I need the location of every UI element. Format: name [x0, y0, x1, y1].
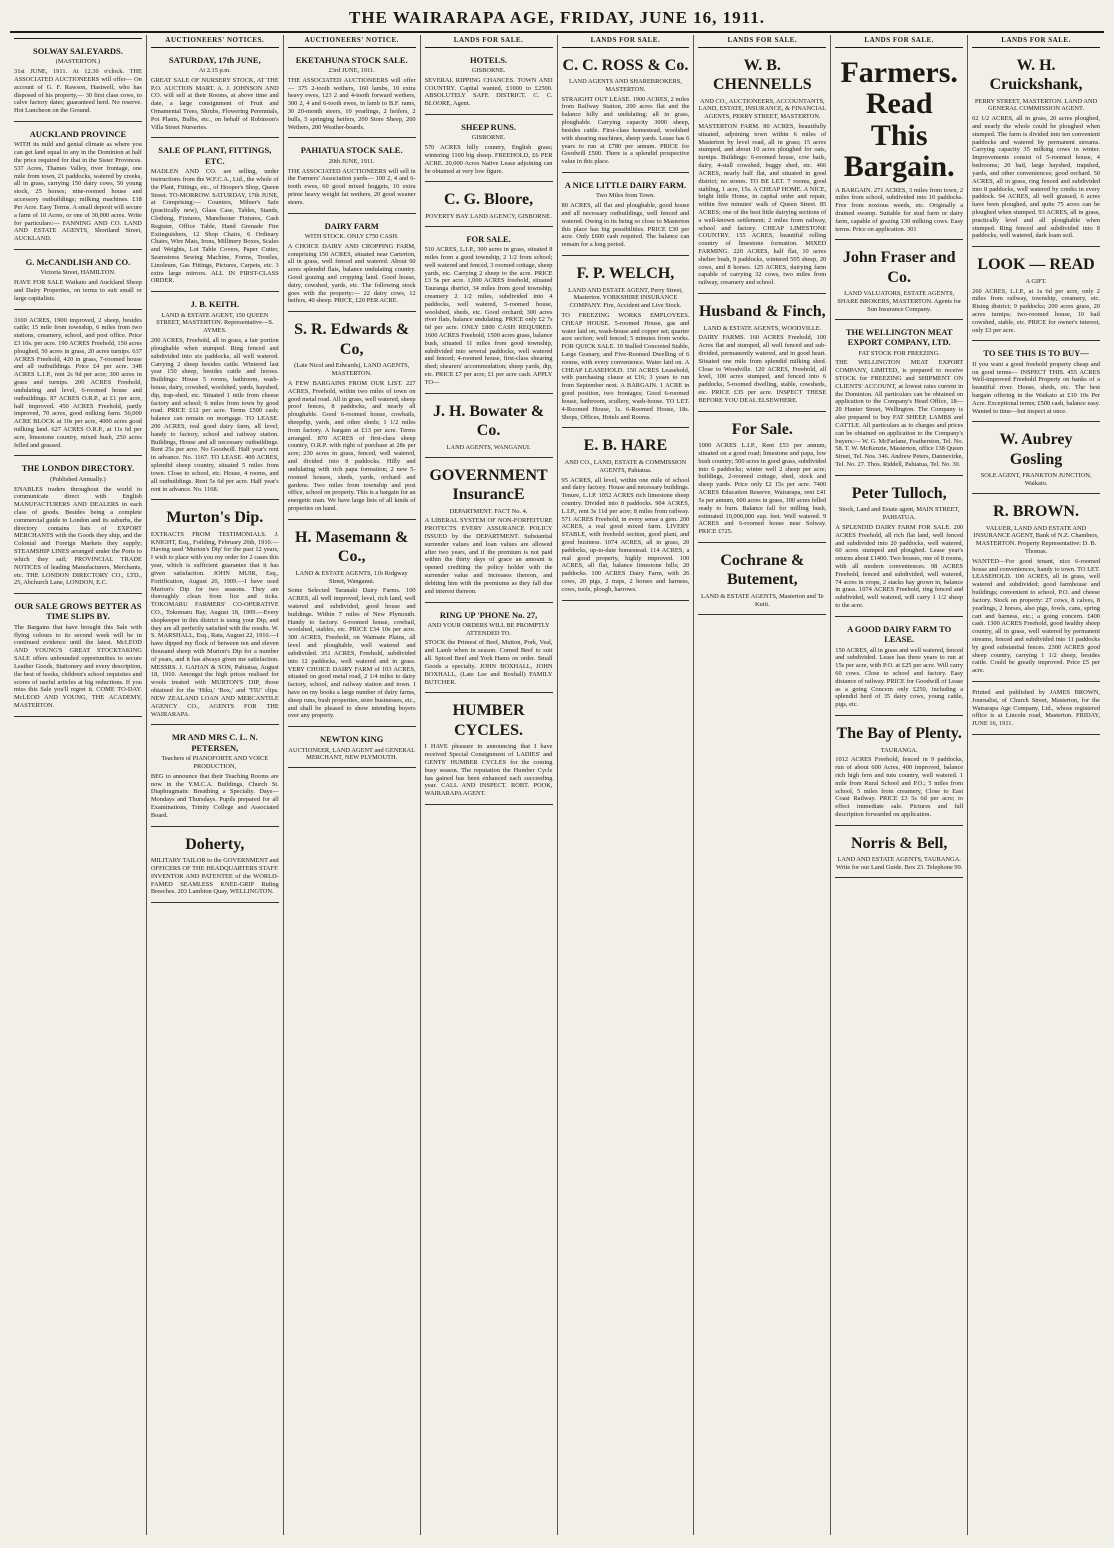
column-heading: LANDS FOR SALE. [835, 35, 963, 48]
advertisement [14, 125, 142, 250]
ad-title: W. B. CHENNELLS [712, 56, 812, 94]
ad-title: Norris & Bell, [850, 834, 948, 852]
ad-body: THE ASSOCIATED AUCTIONEERS will sell in the Farmers' Association yards— 100 2, 4 and 6-tooth ewes, 60 good mixed hoggets, 10 extra prime heavy weight fat wethers, 20 good weaner steers. [287, 167, 416, 206]
ad-title: C. G. Bloore, [444, 191, 534, 209]
ad-title: MR AND MRS C. L. N. PETERSEN, [171, 732, 258, 753]
ad-title: LOOK — READ [977, 256, 1095, 274]
advertisement [14, 313, 142, 457]
advertisement [425, 185, 553, 226]
column-heading: LANDS FOR SALE. [562, 35, 690, 48]
advertisement [698, 297, 826, 412]
advertisement [288, 315, 416, 519]
ad-title: AUCKLAND PROVINCE [29, 129, 127, 140]
column-heading: LANDS FOR SALE. [972, 35, 1100, 48]
ad-title: DAIRY FARM [324, 220, 379, 231]
column-4 [421, 35, 558, 1535]
ad-subtitle: LAND AND ESTATE AGENTS, TAURANGA. Write for our Land Guide. Box 23. Telephone 99. [835, 856, 963, 872]
advertisement [14, 253, 142, 310]
ad-title: W. H. Cruickshank, [989, 56, 1083, 94]
ad-subtitle: At 2.15 p.m. [198, 66, 231, 74]
ad-subtitle: LAND & ESTATE AGENTS, WOODVILLE. [703, 324, 822, 332]
advertisement [151, 51, 279, 139]
ad-title: H. Masemann & Co., [295, 528, 409, 566]
column-3 [284, 35, 421, 1535]
ad-body: MASTERTON FARM. 80 ACRES, beautifully situated, adjoining town within 6 miles of Masterton by level road, all in grass; 15 acres stumped, and about 10 acres ploughed for oats, turnips. Buildings: 6-roomed house, cow bails, dairy, 4-stall cowshed, buggy shed, etc. 466 ACRES, nearly half flat, and situated in good district; no stones. TO BE LET. 7 rooms, good stabling, 1 acre, 15s. A CHEAP HOME. A NICE, bright little Home, in capital order and repair, within five minutes' walk of Queen Street. 85 ACRES; one of the best little dairying sections of a well-known settlement; 2 miles from railway, school and factory. CHEAP LIMESTONE COUNTRY. 155 ACRES, beautiful rolling country of limestone formation. MIXED FARMING. 220 ACRES, half flat, 10 acres shelter bush, 9 paddocks, wintered 505 sheep, 20 cows, and 8 horses. 125 ACRES, dairying farm capable of carrying 32 cows, two miles from railway, creamery and school. [698, 123, 827, 287]
advertisement [425, 696, 553, 805]
column-heading [14, 35, 142, 39]
ad-subtitle: LAND AGENTS, WANGANUI. [446, 443, 531, 451]
ad-title: C. C. ROSS & Co. [562, 56, 689, 74]
ad-title: RING UP 'PHONE No. 27, [439, 609, 538, 620]
ad-body: 3100 ACRES, 1900 improved, 2 sheep, besides cattle; 15 mile from township, 6 miles from two stations, creamery, school, and post office. Price £3 10s. per acre. 190 ACRES Freehold, 150 acres ploughed, 50 acres in grass, 20 acres turnips. 637 ACRES Freehold, 420 in grass, 7-roomed house and all outbuildings. Price £4 per acre. 348 ACRES L.I.P., rent 2s 9d per acre; 300 acres in grass and turnips. 200 ACRES Freehold, undulating and level, 6-roomed house and outbuildings. 87 ACRES O.R.P., at £1 per acre, half improved. 450 ACRES Freehold, partly improved, 70 acres, good milking farm. 56,000 ACRE BLOCK at 10s per acre, 4000 acres good milking land. 627 ACRES O.R.P., at 11s 6d per acre, limestone country, mixed bush, 250 acres felled and grassed. [14, 316, 142, 449]
ad-title: J. H. Bowater & Co. [432, 402, 545, 440]
advertisement [288, 523, 416, 727]
ad-body: 150 ACRES, all in grass and well watered, fenced and subdivided. Lease has three years to run at 15s per acre, with P.O. at £25 per acre. Will carry 60 cows. Close to school and factory. Easy distance of railway. PRICE for Goodwill of Lease as a going Concern only £250, including a splendid herd of 35 dairy cows, young cattle, pigs, etc. [835, 646, 964, 709]
column-heading: AUCTIONEERS' NOTICE. [288, 35, 416, 48]
column-1 [10, 35, 147, 1535]
advertisement [972, 344, 1100, 422]
ad-title: R. BROWN. [993, 503, 1079, 521]
ad-subtitle: LAND AGENTS AND SHAREBROKERS, MASTERTON. [568, 78, 682, 93]
ad-body: 31st JUNE, 1911. At 12.30 o'clock. THE ASSOCIATED AUCTIONEERS will offer— On account of G. F. Rawson, Hastwell, who has disposed of his property,— 30 first class cows, to calve factory dates; guaranteed herd. No reserve. Hot Luncheon on the Ground. [14, 68, 142, 115]
ad-body: 200 ACRES, Freehold, all in grass, a fair portion ploughable when stumped. Ring fenced and subdivided into six paddocks, all well watered. Carrying 2 sheep besides cattle. Wintered last year 150 sheep, besides cattle and horses. Buildings: House 5 rooms, bathroom, wash-house, dairy, cowshed, woolshed, yards, hayshed, dip, trap-shed, etc. Situated 1 mile from cheese factory and school; 6 miles from town by good road. PRICE £12 per acre. Terms £500 cash; balance can remain on mortgage. TO LEASE. 200 ACRES, real good dairy farm, all level, handy to factory, school and railway station. Buildings, House and all necessary outbuildings. Rent 25s per acre. No Goodwill. Half year's rent in advance. No. 1167. TO LEASE. 400 ACRES, splendid sheep country, situated 5 miles from town. Close to school, etc. House, 4 rooms, and all outbuildings. Rent 5s 6d per acre. Half year's rent in advance. No. 1168. [150, 337, 279, 493]
ad-title: EKETAHUNA STOCK SALE. [295, 54, 408, 65]
ad-title: Husband & Finch, [698, 303, 826, 321]
ad-body: If you want a good freehold property cheap and on good terms— INSPECT THIS. 455 ACRES Well-improved Freehold Property on banks of a beautiful river. House, sheds, etc. The best bargain offering in the Waikato at £10 10s Per Acre. Exceptional terms; £500 cash, balance easy. Wanted to time—but inspect at once. [972, 360, 1101, 415]
advertisement [425, 461, 553, 603]
advertisement [562, 51, 690, 173]
advertisement [972, 250, 1100, 341]
ad-subtitle: LAND AND ESTATE AGENT, Perry Street, Masterton. YORKSHIRE INSURANCE COMPANY. Fire, Accident and Live Stock. [568, 286, 683, 310]
ad-body: MADLEN AND CO. are selling, under instructions from the W.F.C.A., Ltd., the whole of the Plant, Fittings, etc., of Hooper's Shop, Queen Street. TO-MORROW. SATURDAY, 17th JUNE, at Comprising:— Counters, Milner's Safe (practically new), Glass Case, Tables, Stands, Clothing, Fixtures, Manchester Fixtures, Cash Register, Office Table, Hand Grenade Fire Extinguishers, 12 Shop Chairs, 6 Ordinary Chairs, Wire Mats, Irons, Millinery Boxes, Scales and Weights, Lot Table Covers, Paper Cutter, Seamstress Sewing Machine, Forms, Trestles, Linoleum, Gas Fittings, Pictures, Carpets, etc. 3 extra large mirrors. ALL IN FIRST-CLASS ORDER. [150, 168, 279, 285]
advertisement [835, 243, 963, 319]
advertisement [698, 51, 826, 295]
columns [10, 35, 1104, 1535]
ad-subtitle: SOLE AGENT, FRANKTON JUNCTION, Waikato. [980, 472, 1092, 488]
ad-title: Cochrane & Butement, [720, 551, 805, 589]
ad-title: For Sale. [731, 420, 793, 438]
ad-body: MILITARY TAILOR to the GOVERNMENT and OFFICERS OF THE HEADQUARTERS STAFF. INVENTOR AND PATENTEE of the WORLD-FAMED SEAMLESS KNEE-GRIP Riding Breeches. 203 Lambton Quay, WELLINGTON. [150, 857, 279, 896]
ad-subtitle: AND CO., AUCTIONEERS, ACCOUNTANTS, LAND, ESTATE, INSURANCE, & FINANCIAL AGENTS, PERRY STREET, MASTERTON. [698, 97, 827, 121]
advertisement [835, 323, 963, 476]
ad-title: SALE OF PLANT, FITTINGS, ETC. [158, 145, 272, 166]
ad-subtitle: FAT STOCK FOR FREEZING. [858, 349, 940, 357]
advertisement [288, 217, 416, 313]
advertisement [288, 141, 416, 213]
ad-subtitle: (Late Nicol and Edwards), LAND AGENTS, MASTERTON. [294, 362, 410, 378]
advertisement [972, 497, 1100, 682]
ad-body: DAIRY FARMS. 160 ACRES Freehold, 100 Acres flat and stumped, all well fenced and sub-divided, permanently watered, and in good heart. Situated one mile from splendid milking shed. Close to Woodville. 120 ACRES, Freehold, all level, 100 acres stumped, and fenced into 6 paddocks, 5-roomed dwelling, stable, cowsheds, etc. PRICE £35 per acre. INSPECT THESE BEFORE YOU DEAL ELSEWHERE. [698, 334, 827, 404]
ad-body: THE WELLINGTON MEAT EXPORT COMPANY, LIMITED, is prepared to receive STOCK for FREEZING and SHIPMENT ON CLIENTS' ACCOUNT, at lowest rates current in the Dominion. All particulars can be obtained on application to the Company's Head Office, 18—20 Hunter Street, Wellington. The Company is also prepared to buy FAT SHEEP, LAMBS and CATTLE. All particulars as to charges and prices can be obtained on application to the Company's buyers:— W. G. McFarlane, Featherston, Tel. No. 58. T. W. McKenzie, Masterton, office 138 Queen Street, Tel. Nos. 346. Andrew Peters, Dannevirke, Tel. No. 27. Thos. Riddell, Pahiatua, Tel. No. 30. [835, 359, 964, 468]
ad-body: SEVERAL RIPPING CHANCES. TOWN AND COUNTRY. Capital wanted, £1000 to £2500. ABSOLUTELY SAFE DISTRICT. C. C. BLOORE, Agent. [424, 76, 553, 108]
ad-title: John Fraser and Co. [842, 249, 956, 286]
ad-body: A CHOICE DAIRY AND CROPPING FARM, comprising 150 ACRES, situated near Carterton, all in grass, well fenced and watered. About 60 acres splendid flats, balance undulating country. Good grazing and cropping land. Good house, dairy, cowshed, yards, etc. The following stock goes with the property:— 22 dairy cows, 12 heifers, 40 sheep. PRICE, £20 PER ACRE. [287, 242, 416, 305]
advertisement [972, 425, 1100, 494]
ad-body: 80 ACRES, all flat and ploughable, good house and all necessary outbuildings, well fenced and watered. Owing to its being so close to Masterton this place has big possibilities. PRICE £30 per acre. Only £600 cash required. The balance can remain for a long period. [561, 202, 690, 249]
column-6 [694, 35, 831, 1535]
ad-subtitle: AND YOUR ORDERS WILL BE PROMPTLY ATTENDED TO. [427, 621, 550, 637]
advertisement [151, 503, 279, 725]
ad-body: 95 ACRES, all level, within one mile of school and dairy factory. House and necessary buildings. Tenure, L.I.P. 1052 ACRES rich limestone sheep country. Divided into 8 paddocks. 904 ACRES, L.I.P., rent 3s 11d per acre; 8 miles from railway. 571 ACRES Freehold, in every sense a gem. 200 ACRES, a real good mixed farm. LIVERY STABLE, with freehold section, good plant, and good business. 1074 ACRES, all in grass, 20 paddocks, up-to-date homestead. 114 ACRES, a real good property, highly improved. 100 ACRES, all flat, balance limestone hills; 20 paddocks. 100 ACRES Dairy Farm, with 26 cows, 20 pigs, 2 traps, 2 horses and harness, cows, tools, plough, harrows. [561, 476, 690, 593]
ad-subtitle: (MASTERTON.) [55, 58, 101, 66]
ad-body: TO FREEZING WORKS EMPLOYEES. CHEAP HOUSE. 5-roomed House, gas and water laid on, wash-house and copper set; quarter acre section; well fenced; 5 minutes from works. FOR QUICK SALE. 10 Stalled Concreted Stable, Large Granary, and Five-Roomed Dwelling of 6 rooms, with every convenience. Water laid on. A CHEAP LEASEHOLD. 150 ACRES Leasehold, with purchasing clause at £16; 3 years to run from September next. A BARGAIN. 1 ACRE in good position, two frontages; Good 6-roomed house, bathroom, scullery, wash-house. TO LET. 4-Roomed House, 1s. 6-Roomed House, 18s. Shops, Offices, Hotels and Rooms. [561, 311, 690, 421]
advertisement [425, 397, 553, 458]
column-7 [831, 35, 968, 1535]
ad-title: E. B. HARE [583, 437, 668, 455]
ad-body: 1012 ACRES Freehold, fenced in 9 paddocks, run of about 600 Acres, 400 improved, balance rich high fern and tutu country, well watered. 1 mile from Rural School and P.O.; 5 miles from school, 5 miles from creamery, Close to East Coast Railway. PRICE £3 5s 6d per acre; to effect immediate sale. Pictures and full description forwarded on application. [835, 756, 964, 819]
ad-subtitle: DEPARTMENT. FACT No. 4. [449, 507, 528, 515]
advertisement [151, 830, 279, 904]
ad-subtitle: Two Miles from Town. [595, 192, 655, 200]
ad-body: WITH its mild and genial climate as where you can get land equal to any in the Dominion at half the price required for that in the Sister Provinces. 537 Acres, Thames Valley, river frontage, one mile from town, 21 paddocks, watered by creeks, all in grass, carrying 150 dairy cows, 50 young stock, 25 horses; nine-roomed house and accessory outbuildings; milking machines. £18 Per Acre. Easy Terms. A small deposit will secure a farm of 10 Acres, or one of 30,000 acres. Write for particulars:— FANNING AND CO. LAND AND ESTATE AGENTS, Shortland Street, AUCKLAND. [14, 141, 142, 243]
advertisement [151, 728, 279, 826]
advertisement [288, 51, 416, 139]
ad-body: ENABLES traders throughout the world to communicate direct with English MANUFACTURERS AND DEALERS in each class of goods. Besides being a complete commercial guide to London and its suburbs, the directory contains lists of EXPORT MERCHANTS with the Goods they ship, and the Colonial and Foreign Markets they supply; STEAMSHIP LINES arranged under the Ports to which they sail; PROVINCIAL TRADE NOTICES of leading Manufacturers, Merchants, etc. THE LONDON DIRECTORY CO., LTD., 25, Abchurch Lane, LONDON, E.C. [14, 485, 142, 587]
ad-title: THE WELLINGTON MEAT EXPORT COMPANY, LTD. [845, 326, 953, 348]
ad-subtitle: LAND & ESTATE AGENT, 150 QUEEN STREET, MASTERTON. Representative—S. AYMES. [156, 311, 274, 335]
ad-subtitle: GISBORNE. [471, 66, 506, 74]
ad-body: GREAT SALE OF NURSERY STOCK, AT THE P.O. AUCTION MART. A. J. JOHNSON AND CO. will sell at their Rooms, at above time and date, a large consignment of Fruit and Ornamental Trees, Shrubs, Flowering Perennials, Pot Plants, Bulbs, etc., on behalf of Robinson's Villa Street Nurseries. [150, 76, 279, 131]
ad-body: I HAVE pleasure in announcing that I have received Special Consignment of LADIES' and GENTS' HUMBER CYCLES for the coming busy season. The reputation the Humber Cycle has gained has been enhanced each succeeding year. CALL AND INSPECT. ROBT. POOK, WAIRARAPA AGENT. [424, 743, 553, 798]
ad-title: A NICE LITTLE DAIRY FARM. [564, 179, 687, 190]
ad-title: W. Aubrey Gosling [999, 431, 1073, 468]
ad-body: THE ASSOCIATED AUCTIONEERS will offer— 375 2-tooth wethers, 160 lambs, 10 extra heavy ewes, 123 2 and 4-tooth forward wethers, 300 2, 4 and 6-tooth ewes, in lamb to B.F. rams, 30 20-month steers, 10 yearlings, 2 heifers, 2 bulls, 5 springing heifers, 200 Store Sheep, 200 Wethers, 200 Weather-boards. [287, 76, 416, 131]
ad-title: HUMBER CYCLES. [452, 702, 525, 739]
ad-subtitle: PERRY STREET, MASTERTON. LAND AND GENERAL COMMISSION AGENT. [974, 97, 1098, 113]
ad-body: 570 ACRES hilly country, English grass; wintering 1100 big sheep. FREEHOLD, £6 PER ACRE. 20,000 Acres Native Lease adjoining can be obtained at very low figure. [424, 144, 553, 175]
ad-title: GOVERNMENT InsurancE [429, 466, 548, 504]
advertisement [835, 51, 963, 241]
advertisement [835, 479, 963, 617]
column-5 [558, 35, 695, 1535]
ad-title: SOLWAY SALEYARDS. [32, 46, 123, 56]
ad-title: A GOOD DAIRY FARM TO LEASE. [847, 623, 952, 645]
advertisement [562, 259, 690, 428]
ad-title: S. R. Edwards & Co, [294, 321, 410, 358]
ad-subtitle: AND CO., LAND, ESTATE & COMMISSION AGENTS, Pahiatua. [564, 458, 687, 474]
ad-title: Peter Tulloch, [851, 484, 947, 502]
advertisement [151, 295, 279, 500]
ad-title: Farmers. Read This Bargain. [840, 55, 958, 184]
advertisement [425, 51, 553, 115]
advertisement [288, 730, 416, 768]
advertisement [835, 829, 963, 878]
ad-title: NEWTON KING [320, 734, 384, 745]
column-heading: LANDS FOR SALE. [425, 35, 553, 48]
ad-body: 1000 ACRES L.I.P., Rent £53 per annum, situated on a good road; limestone and papa, low bush country; 500 acres in good grass, subdivided into 6 paddocks; winter well 2 sheep per acre; buildings, 2-roomed cottage, shed, stock and sheep yards. Price only £2 15s per acre. 7400 ACRES Education Reserve, Wairarapa, rent £41 5s per annum, 600 acres in grass, 100 acres felled ready to burn. Balance fall for milling bush, estimated 10,000,000 sup. feet. Well watered. 9 ACRES and 6-roomed house near Solway. PRICE £725. [698, 442, 827, 536]
ad-body: 62 1/2 ACRES, all in grass, 20 acres ploughed, and nearly the whole could be ploughed when stumped. The farm is divided into ten convenient paddocks and watered by permanent streams. Carrying capacity 35 milking cows in winter. Improvements consist of 5-roomed house, 4 bedrooms; 20 bail, large hayshed, trapshed, yards, and other conveniences; good orchard. 50 ACRES, all in grass, ring fenced and subdivided into 8 paddocks, well watered by creeks in every paddock. 94 ACRES, all well grassed, 6 acres have been ploughed, and quite 75 acres can be ploughed when stumped. 93 ACRES, all in grass, practically level and all ploughable when stumped. Ring fenced and subdivided into 8 paddocks, well watered, dark loam soil. [972, 115, 1100, 240]
ad-subtitle: TAURANGA. [880, 746, 918, 754]
ad-subtitle: GISBORNE. [471, 134, 506, 142]
ad-title: The Bay of Plenty. [836, 725, 962, 743]
ad-title: FOR SALE. [466, 233, 511, 244]
ad-title: Murton's Dip. [166, 509, 264, 527]
ad-subtitle: VALUER, LAND AND ESTATE AND INSURANCE AGENT, Bank of N.Z. Chambers, MASTERTON. Property Representative: D. B. Thomas. [973, 524, 1099, 556]
ad-subtitle: AUCTIONEER, LAND AGENT and GENERAL MERCHANT, NEW PLYMOUTH. [288, 746, 416, 762]
ad-title: SHEEP RUNS. [461, 121, 516, 132]
ad-body: 510 ACRES, L.I.P., 300 acres in grass, situated 8 miles from a good township, 2 1/2 from school; well watered and fenced, 3 roomed cottage, sheep yards, etc. Carrying 2 sheep to the acre. PRICE £3 5s per acre. 1,000 ACRES freehold, situated Tauranga district, 34 miles from good township, creamery 2 1/2 miles, subdivided into 4 paddocks, well watered, 5-roomed house, woolshed, sheds, etc. Good orchard; 300 acres river flats, balance undulating. PRICE only £2 7s 6d per acre. ONLY £800 CASH REQUIRED. 1600 ACRES Freehold, 1500 acres grass, balance bush, situated 11 miles from good township, subdivided into several paddocks, well watered and fenced; 4-roomed house, first-class shearing shed; shearers' accommodation; sheep yards, dip, etc. PRICE £7 per acre; £1 per acre cash. APPLY TO— [424, 246, 553, 386]
advertisement [698, 546, 826, 615]
ad-title: G. McCANDLISH AND CO. [25, 256, 131, 267]
ad-body: A FEW BARGAINS FROM OUR LIST. 227 ACRES, Freehold, within two miles of town on good metal road. All in grass, well watered, sheep proof fences, 8 paddocks, and nearly all ploughable. Good 6-roomed house, cowbails, sheepdip, yards, and other sheds; 1 1/2 miles from factory. A bargain at £13 per acre. Terms arranged. 870 ACRES of first-class sheep country, O.R.P. with right of purchase at 28s per acre; 230 acres in grass, fenced, well watered, and divided into 8 paddocks. Hilly and undulating with rich papa formation; 2 new 5-roomed houses, sheds, yards, orchard and gardens. Two miles from township and post office, school on property. This is a bargain for an energetic man. We have large lists of all kinds of properties on hand. [287, 379, 416, 512]
ad-body: WANTED—For good tenant, nice 6-roomed house and conveniences, handy to town. TO LET. LEASEHOLD. 100 ACRES, all in grass, well watered and subdivided; good farmhouse and buildings; convenient to school, P.O. and cheese factory. Stock on property: 27 cows, 8 calves, 8 yearlings, 2 horses, also pigs, fowls, cans, spring cart and harness, etc.; a going concern. £400 cash. 1300 ACRES Freehold, good healthy sheep country, all in grass, well watered by permanent streams, fenced and subdivided into 11 paddocks by good substantial fences. 2300 ACRES good sheep country, carrying 1 1/2 sheep, besides cattle. Could be greatly improved. Price £5 per acre. [972, 557, 1100, 675]
column-8 [968, 35, 1104, 1535]
ad-subtitle: LAND & ESTATE AGENTS, 11b Ridgway Street, Wanganui. [295, 569, 408, 585]
ad-body: A BARGAIN. 271 ACRES, 3 miles from town, 2 miles from school, subdivided into 10 paddocks. Free from noxious weeds, etc. Originally a drained swamp. Suitable for stud farm or dairy farm, capable of grazing 130 milking cows. Easy terms. Price on application. 301 [835, 186, 964, 233]
ad-title: SATURDAY, 17th JUNE, [168, 54, 261, 65]
advertisement [698, 415, 826, 543]
ad-subtitle: POVERTY BAY LAND AGENCY, GISBORNE. [425, 212, 552, 220]
ad-body: 260 ACRES, L.I.P., at 1s 6d per acre, only 2 miles from railway, township, creamery, etc. Rising district; 9 paddocks; 200 acres grass, 20 acres turnips; two-roomed house, 10 bail cowshed, stable, etc. PRICE for owner's interest, only £3 per acre. [972, 287, 1100, 334]
advertisement [835, 620, 963, 716]
ad-title: HOTELS. [470, 54, 508, 65]
advertisement [425, 606, 553, 694]
column-2 [147, 35, 284, 1535]
ad-subtitle: A GIFT. [1025, 277, 1047, 285]
ad-body: Printed and published by JAMES BROWN, Journalist, of Church Street, Masterton, for the Wairarapa Age Company, Ltd., whose registered office is at Lincoln road, Masterton. FRIDAY, JUNE 16, 1911. [972, 689, 1100, 728]
advertisement [562, 431, 690, 600]
ad-title: THE LONDON DIRECTORY. [21, 463, 135, 474]
ad-subtitle: Stock, Land and Estate agent, MAIN STREET, PAHIATUA. [838, 506, 960, 522]
column-heading: LANDS FOR SALE. [698, 35, 826, 48]
column-heading: AUCTIONEERS' NOTICES. [151, 35, 279, 48]
ad-subtitle: LAND & ESTATE AGENTS, Masterton and Te Kuiti. [700, 593, 824, 608]
advertisement [972, 685, 1100, 735]
advertisement [425, 230, 553, 394]
ad-subtitle: WITH STOCK. ONLY £750 CASH. [304, 232, 399, 240]
ad-subtitle: LAND VALUATORS, ESTATE AGENTS, SHARE BROKERS, MASTERTON. Agents for Sun Insurance Company. [837, 290, 962, 314]
advertisement [425, 118, 553, 182]
advertisement [14, 42, 142, 122]
ad-subtitle: 23rd JUNE, 1911. [328, 66, 375, 74]
masthead: THE WAIRARAPA AGE, FRIDAY, JUNE 16, 1911. [10, 8, 1104, 33]
ad-title: J. B. KEITH. [190, 299, 240, 310]
ad-body: A LIBERAL SYSTEM OF NON-FORFEITURE PROTECTS EVERY ASSURANCE POLICY ISSUED by the DEPARTMENT. Substantial surrender values and loan values are allowed after two years, and if the premium is not paid within the thirty days of grace an amount is opened crediting the policy holder with the surrender value and increases thereon, and debiting him with the premiums as they fall due and interest thereon. [424, 517, 553, 595]
ad-title: TO SEE THIS IS TO BUY— [983, 348, 1089, 359]
ad-body: A SPLENDID DAIRY FARM FOR SALE. 200 ACRES Freehold, all rich flat land, well fenced and subdivided into 20 paddocks, well watered, 60 acres stumped and ploughed. Lease year's returns about £1400. Two houses, one of 8 rooms, with all modern conveniences. 98 ACRES Freehold, fenced and subdivided, well watered, 74 acres in crops, 2 stacks hay grown in, balance in grass. 1074 ACRES Freehold, ring fenced and subdivided, well watered, will carry 1 1/2 sheep to the acre. [835, 523, 964, 610]
ad-subtitle: Teachers of PIANOFORTE AND VOICE PRODUCTION, [161, 755, 269, 770]
ad-body: HAVE FOR SALE Waikato and Auckland Sheep and Dairy Properties, on terms to suit small or large capitalists. [14, 279, 142, 302]
advertisement [835, 719, 963, 826]
advertisement [151, 141, 279, 292]
ad-body: STOCK the Primest of Beef, Mutton, Pork, Veal, and Lamb when in season. Corned Beef to suit all. Spiced Beef and York Hams on order. Small Goods a specialty. JOHN BOXHALL, JOHN BOXHALL, (Late Lee and Boxhall) FAMILY BUTCHER. [424, 639, 553, 686]
ad-body: BEG to announce that their Teaching Rooms are now in the Y.M.C.A. Buildings, Church St. Diaphragmatic Breathing a Specialty. Days—Mondays and Thursdays. Pupils prepared for all Examinations, Trinity College and Associated Board. [150, 772, 279, 819]
advertisement [14, 459, 142, 594]
ad-body: Some Selected Taranaki Dairy Farms. 100 ACRES, all well improved, level, rich land, well watered and subdivided, good house and buildings. Within 7 miles of New Plymouth. Handy to factory. 6-roomed house, cowbail, woolshed, stables, etc. PRICE £34 10s per acre. 300 ACRES, Freehold, on Waimate Plains, all level and ploughable, well watered and subdivided. 351 ACRES, Freehold, subdivided into 12 paddocks, well watered and in grass. VERY CHOICE DAIRY FARM of 103 ACRES, situated on good metal road, 2 1/4 miles to dairy factory, school, and railway station and town. I have on my books a large number of dairy farms, sheep runs, bush properties, store businesses, etc., and shall be pleased to show intending buyers over any property. [287, 587, 416, 720]
advertisement [972, 51, 1100, 248]
ad-title: F. P. WELCH, [576, 265, 675, 283]
ad-subtitle: Victoria Street, HAMILTON. [40, 269, 116, 277]
advertisement [14, 597, 142, 717]
ad-body: The Bargains that have brought this Sale with flying colours to its second week will be in continued evidence until the latest. McLEOD AND YOUNG'S GREAT STOCKTAKING SALE offers unbounded opportunities to secure Leather Goods, Stationery and every description, the best of books, children's school requisites and scores of useful articles at big reductions. If you miss this Sale you'll regret it. COME TO-DAY. McLEOD AND YOUNG, THE ACADEMY, MASTERTON. [14, 623, 142, 709]
ad-title: PAHIATUA STOCK SALE. [300, 145, 403, 156]
ad-body: STRAIGHT OUT LEASE. 1900 ACRES, 2 miles from Railway Station, 200 acres flat and the balance hilly and undulating; all in grass, ploughable. Carrying capacity 3000 sheep, besides cattle. First-class homestead, woolshed with shearing machines, sheep yards. Lease has 6 years to run at £780 per annum. PRICE for Goodwill £500. There is a splendid prospective value in this place. [561, 95, 690, 166]
ad-subtitle: (Published Annually.) [50, 475, 106, 483]
ad-title: Doherty, [185, 835, 245, 853]
advertisement [562, 176, 690, 256]
ad-body: EXTRACTS FROM TESTIMONIALS. J. KNIGHT, Esq., Foilding, February 26th, 1910.—Having used 'Murton's Dip' for the past 12 years, I wish to place with you my order for 2 cases this year, which is sufficient guarantee that it has given satisfaction. JOHN MUIR, Esq., Fortification, August 20, 1909.—I have used Murton's Dip for two seasons. They are thoroughly clean from lice and ticks. TOKOMARU FARMERS' CO-OPERATIVE CO., Tokomaru Bay, August 18, 1909.—Every shopkeeper in this district is using your Dip, and they are all perfectly satisfied with the results. W. S. MARSHALL, Esq., Rata, August 22, 1910.—I have dipped my flock of between ten and eleven thousand sheep with Murton's Dip for a number of years, and it has always given me satisfaction. MESSRS. J. GAHAN & SON, Pahiatua, August 18, 1910. Amongst the high prices realised for wools treated with MURTON'S DIP, those obtained for the 'Hiku,' 'Box,' and 'TIU' clips. NEW ZEALAND LOAN AND MERCANTILE AGENCY CO., AGENTS FOR THE WAIRARAPA. [150, 530, 279, 718]
ad-subtitle: 20th JUNE, 1911. [328, 157, 375, 165]
ad-title: OUR SALE GROWS BETTER AS TIME SLIPS BY. [14, 601, 142, 622]
